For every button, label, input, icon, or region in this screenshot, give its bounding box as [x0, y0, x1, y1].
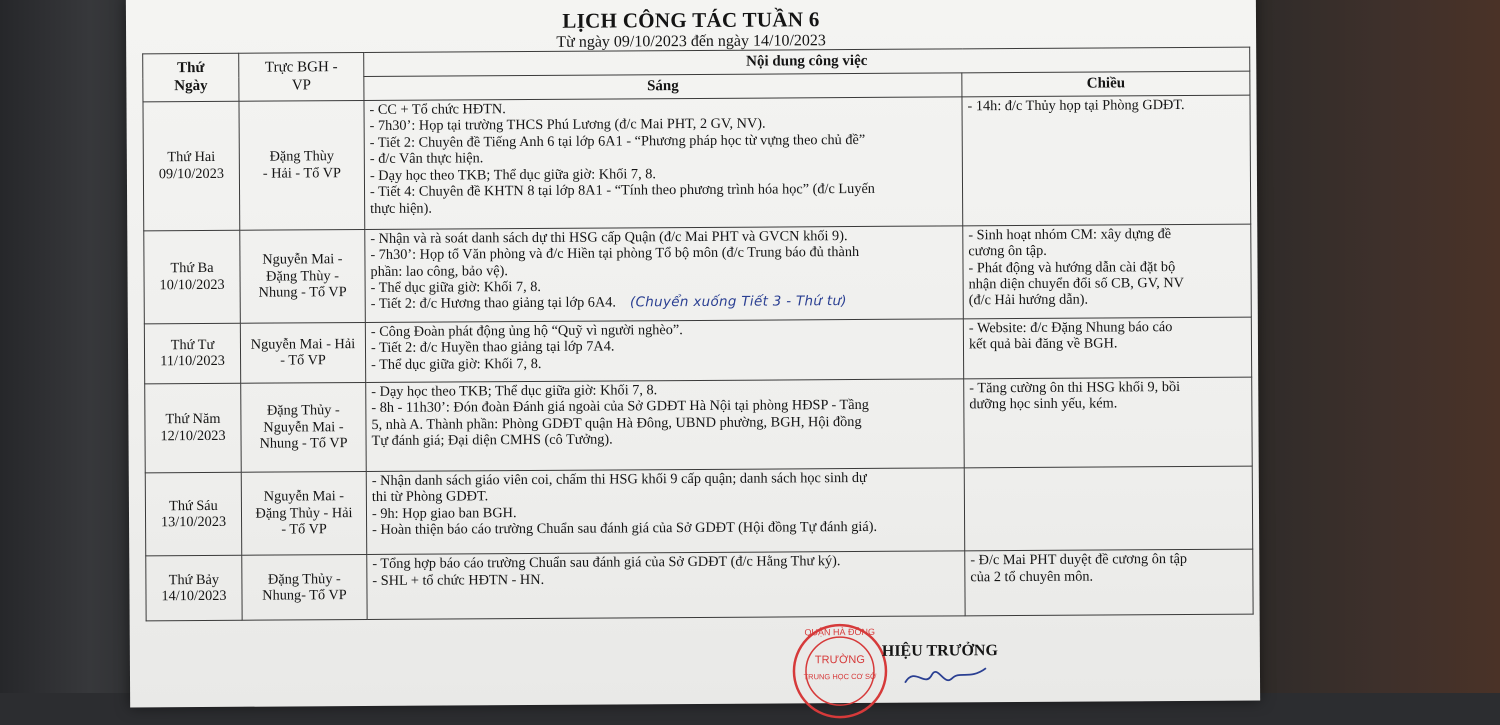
afternoon-task: - 14h: đ/c Thủy họp tại Phòng GDĐT.: [967, 96, 1185, 115]
afternoon-task: - Phát động và hướng dẫn cài đặt bộ: [968, 258, 1176, 276]
header-afternoon: Chiều: [962, 71, 1250, 97]
duty-person: Đặng Thủy -: [267, 570, 341, 588]
afternoon-task: nhận diện chuyển đổi số CB, GV, NV: [968, 275, 1185, 293]
principal-signature: [900, 660, 990, 691]
afternoon-task: cương ôn tập.: [968, 243, 1047, 260]
date-label: 12/10/2023: [160, 427, 226, 445]
morning-task: - 9h: Họp giao ban BGH.: [371, 504, 517, 522]
duty-person: Nhung - Tổ VP: [258, 284, 347, 301]
principal-title: HIỆU TRƯỞNG: [881, 642, 998, 660]
date-label: 10/10/2023: [159, 276, 225, 294]
morning-task: - đ/c Vân thực hiện.: [369, 150, 484, 168]
morning-task: - Tiết 2: Chuyên đề Tiếng Anh 6 tại lớp 6A1 - “Phương pháp học từ vựng theo chủ đề”: [369, 131, 866, 151]
morning-task: [371, 293, 958, 313]
schedule-row: [145, 377, 1253, 473]
stamp-level: TRUNG HỌC CƠ SỞ: [803, 671, 877, 682]
duty-person: Đặng Thủy -: [266, 402, 340, 419]
weekday-label: Thứ Năm: [165, 411, 221, 428]
date-label: 11/10/2023: [160, 353, 225, 370]
morning-task: - Tiết 2: đ/c Huyền thao giảng tại lớp 7A4.: [370, 338, 615, 357]
duty-person: Nguyễn Mai -: [263, 418, 344, 436]
duty-person: Nhung - Tổ VP: [259, 435, 348, 452]
afternoon-task: - Sinh hoạt nhóm CM: xây dựng đề: [968, 225, 1172, 244]
schedule-row: [143, 95, 1251, 230]
afternoon-task: - Website: đ/c Đặng Nhung báo cáo: [968, 319, 1173, 337]
day-cell: [144, 230, 241, 324]
morning-task: - Tiết 4: Chuyên đề KHTN 8 tại lớp 8A1 - “Tính theo phương trình hóa học” (đ/c Luyến: [369, 181, 875, 201]
afternoon-task: của 2 tổ chuyên môn.: [970, 568, 1094, 585]
schedule-row: [144, 224, 1252, 324]
duty-cell: [241, 471, 367, 555]
morning-task: thực hiện).: [370, 200, 432, 217]
morning-task: Tự đánh giá; Đại diện CMHS (cô Tưởng).: [371, 431, 613, 450]
morning-task: 5, nhà A. Thành phần: Phòng GDĐT quận Hà Đông, UBND phường, BGH, Hội đồng: [371, 413, 862, 433]
weekday-label: Thứ Ba: [170, 260, 214, 277]
schedule-row: [144, 317, 1251, 384]
morning-task: - 7h30’: Họp tổ Văn phòng và đ/c Hiền tại phòng Tổ bộ môn (đ/c Trung báo đủ thành: [370, 244, 860, 264]
day-cell: [143, 101, 240, 230]
afternoon-cell: [964, 377, 1253, 468]
morning-cell: [366, 379, 965, 472]
morning-task: - Dạy học theo TKB; Thể dục giữa giờ: Khối 7, 8.: [371, 382, 658, 400]
duty-person: - Tổ VP: [281, 521, 327, 538]
afternoon-cell: [964, 466, 1253, 551]
duty-person: Nguyễn Mai -: [263, 488, 345, 505]
duty-person: - Tổ VP: [280, 352, 326, 369]
duty-person: Đặng Thùy -: [266, 267, 339, 285]
duty-person: Nguyễn Mai -: [262, 251, 343, 268]
morning-task: - Nhận và rà soát danh sách dự thi HSG cấp Quận (đ/c Mai PHT và GVCN khối 9).: [370, 227, 848, 247]
weekday-label: Thứ Hai: [167, 149, 216, 166]
morning-task: - 8h - 11h30’: Đón đoàn Đánh giá ngoài của Sở GDĐT Hà Nội tại phòng HĐSP - Tầng: [371, 397, 869, 417]
weekday-label: Thứ Tư: [170, 336, 215, 354]
desk-surface-right: [1245, 0, 1500, 693]
morning-task: - Nhận danh sách giáo viên coi, chấm thi HSG khối 9 cấp quận; danh sách học sinh dự: [371, 469, 867, 489]
schedule-paper: [126, 0, 1260, 707]
morning-task: - 7h30’: Họp tại trường THCS Phú Lương (đ/c Mai PHT, 2 GV, NV).: [369, 115, 766, 135]
morning-task: - Thể dục giữa giờ: Khối 7, 8.: [370, 278, 541, 297]
duty-cell: [241, 382, 367, 472]
stamp-district: QUẬN HÀ ĐÔNG: [804, 626, 876, 638]
date-label: 14/10/2023: [161, 587, 227, 605]
duty-cell: [240, 229, 366, 323]
duty-person: Đặng Thủy - Hải: [255, 504, 353, 522]
afternoon-cell: [963, 317, 1251, 379]
weekday-label: Thứ Bảy: [168, 571, 220, 588]
morning-cell: [365, 226, 964, 323]
afternoon-cell: [965, 549, 1253, 616]
duty-cell: [239, 101, 365, 230]
duty-person: Đặng Thùy: [269, 148, 335, 166]
duty-person: Nhung- Tổ VP: [262, 587, 347, 604]
school-stamp: [790, 621, 891, 722]
weekday-label: Thứ Sáu: [169, 497, 218, 514]
morning-task: - Dạy học theo TKB; Thể dục giữa giờ: Khối 7, 8.: [369, 165, 656, 184]
morning-task: - Hoàn thiện báo cáo trường Chuẩn sau đánh giá của Sở GDĐT (Hội đồng Tự đánh giá).: [372, 519, 878, 539]
morning-task: - Thể dục giữa giờ: Khối 7, 8.: [371, 355, 542, 373]
afternoon-task: kết quả bài đăng về BGH.: [968, 335, 1118, 353]
schedule-row: [145, 466, 1253, 556]
day-cell: [144, 323, 240, 383]
weekly-schedule-table: [142, 47, 1253, 622]
handwritten-note: (Chuyển xuống Tiết 3 - Thứ tư): [629, 293, 847, 311]
day-cell: [145, 472, 242, 556]
morning-task: - Tổng hợp báo cáo trường Chuẩn sau đánh giá của Sở GDĐT (đ/c Hằng Thư ký).: [372, 553, 841, 573]
morning-cell: [365, 319, 963, 382]
morning-task: - SHL + tổ chức HĐTN - HN.: [372, 571, 545, 589]
header-morning: Sáng: [364, 73, 962, 101]
date-label: 09/10/2023: [158, 165, 225, 183]
duty-person: - Hải - Tổ VP: [262, 165, 342, 182]
morning-task: - CC + Tổ chức HĐTN.: [369, 101, 506, 118]
header-duty: Trực BGH - VP: [239, 53, 364, 102]
afternoon-cell: [963, 224, 1252, 319]
document-title: LỊCH CÔNG TÁC TUẦN 6: [562, 7, 820, 33]
day-cell: [146, 555, 242, 620]
date-label: 13/10/2023: [160, 513, 227, 531]
afternoon-task: (đ/c Hải hướng dẫn).: [968, 292, 1089, 309]
morning-task: phần: lao công, bảo vệ).: [370, 262, 508, 280]
duty-cell: [240, 322, 365, 383]
morning-cell: [366, 468, 964, 555]
header-day: Thứ Ngày: [143, 53, 239, 102]
day-cell: [145, 383, 242, 473]
afternoon-task: - Đ/c Mai PHT duyệt đề cương ôn tập: [970, 551, 1188, 569]
morning-task: thi từ Phòng GDĐT.: [371, 488, 489, 506]
stamp-school: TRƯỜNG: [814, 653, 865, 667]
morning-task-text: - Tiết 2: đ/c Hương thao giảng tại lớp 6A4.: [370, 294, 617, 313]
afternoon-cell: [962, 95, 1251, 225]
duty-cell: [242, 555, 367, 621]
morning-cell: [364, 97, 963, 229]
header-content: Nội dung công việc: [364, 47, 1250, 76]
afternoon-task: dưỡng học sinh yếu, kém.: [969, 395, 1118, 413]
document-subtitle: Từ ngày 09/10/2023 đến ngày 14/10/2023: [556, 32, 826, 51]
afternoon-task: - Tăng cường ôn thi HSG khối 9, bồi: [969, 378, 1181, 397]
schedule-row: [146, 549, 1253, 621]
morning-task: - Công Đoàn phát động ủng hộ “Quỹ vì người nghèo”.: [370, 322, 683, 340]
morning-cell: [367, 551, 965, 620]
duty-person: Nguyễn Mai - Hải: [250, 336, 356, 353]
